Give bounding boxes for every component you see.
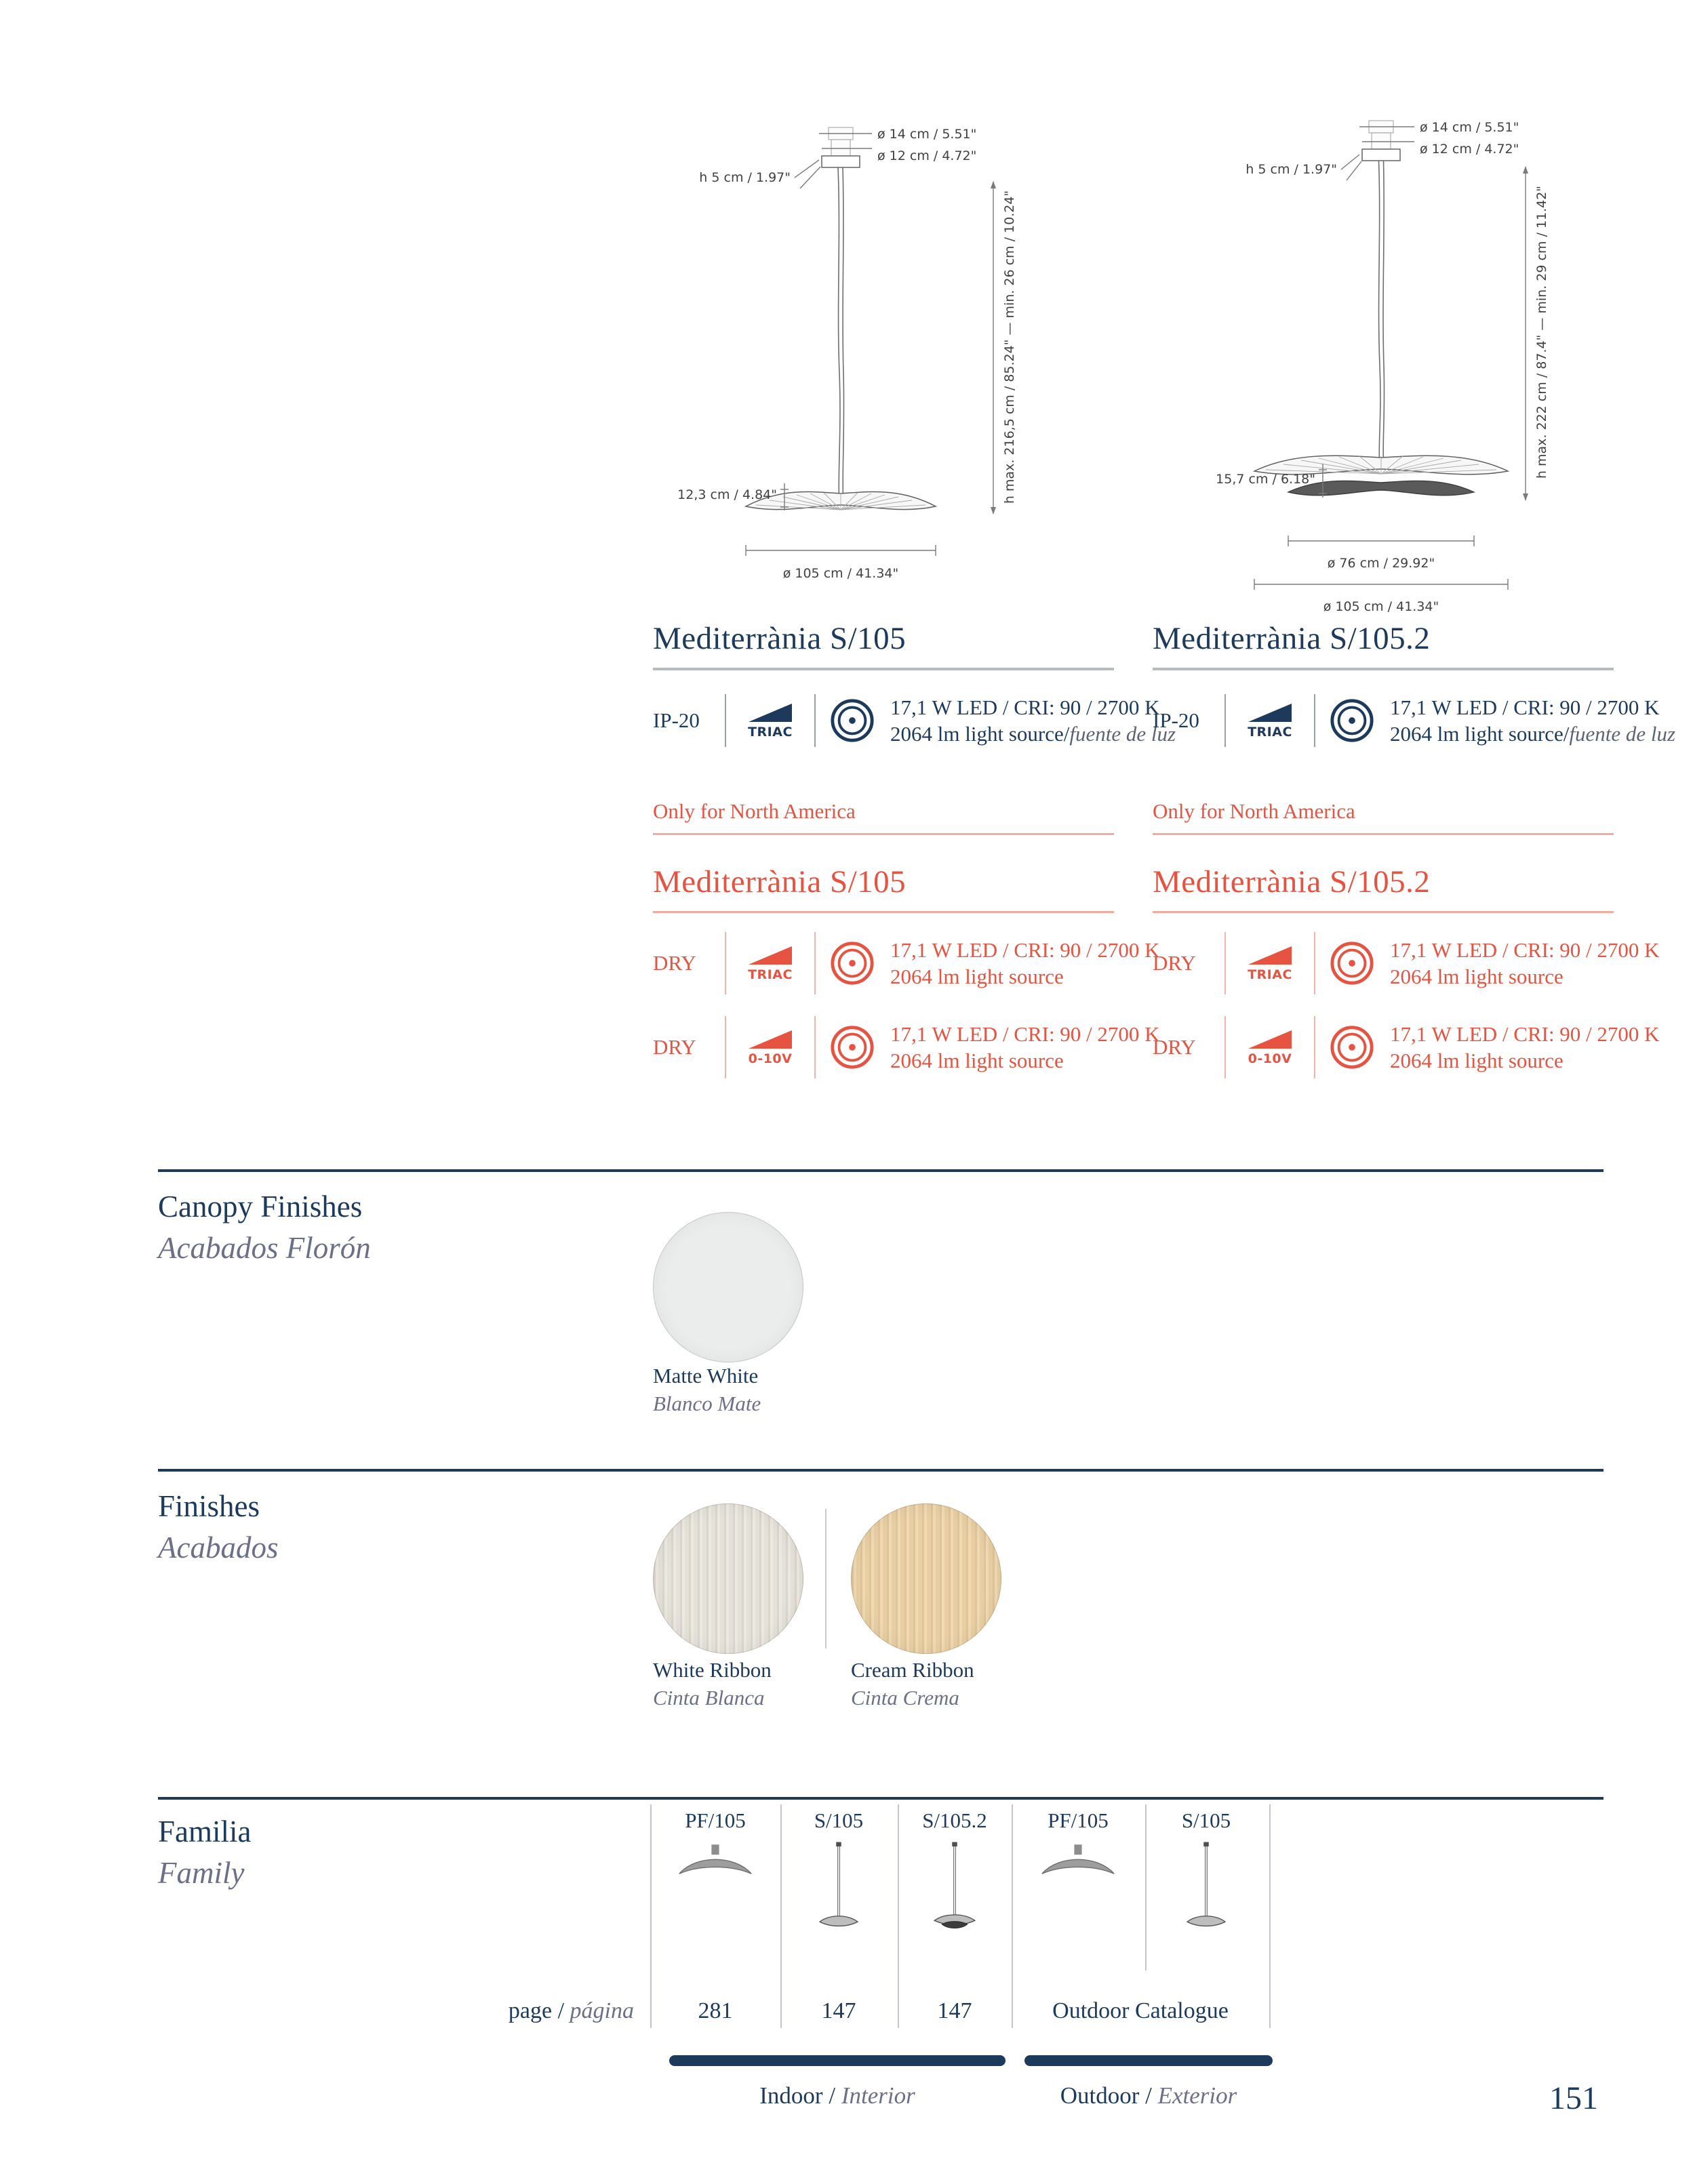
page-row-label: page / página bbox=[508, 1998, 634, 2023]
north-america-rule bbox=[653, 833, 1114, 835]
spec-row-dry-010v bbox=[653, 1013, 1160, 1081]
table-divider bbox=[1145, 1804, 1147, 1970]
divider bbox=[1314, 694, 1315, 747]
heading-en: Familia bbox=[158, 1815, 252, 1848]
led-spec-text: 17,1 W LED / CRI: 90 / 2700 K 2064 lm light source bbox=[890, 1022, 1160, 1073]
outdoor-group-bar bbox=[1024, 2055, 1273, 2066]
table-divider bbox=[1012, 1804, 1013, 2028]
led-spec-text: 17,1 W LED / CRI: 90 / 2700 K 2064 lm light source bbox=[1390, 1022, 1660, 1073]
family-model-pf105-indoor: PF/105 bbox=[685, 1808, 746, 1832]
indoor-group-label-es: Interior bbox=[841, 2082, 915, 2109]
heading-es: Acabados bbox=[158, 1531, 279, 1564]
dimmer-label: TRIAC bbox=[1248, 725, 1292, 740]
indoor-group-label: Indoor / Interior bbox=[759, 2082, 915, 2109]
swatch-name: Matte White bbox=[653, 1364, 759, 1388]
table-divider bbox=[780, 1804, 782, 2028]
canopy-finishes-heading bbox=[158, 1192, 371, 1263]
spec-row-dry-010v bbox=[1153, 1013, 1660, 1081]
triac-dimmer-icon bbox=[740, 944, 801, 982]
table-divider bbox=[898, 1804, 899, 2028]
led-source-icon bbox=[829, 1024, 875, 1070]
dimmer-label: TRIAC bbox=[748, 725, 793, 740]
heading-en: Finishes bbox=[158, 1489, 260, 1523]
family-model-s105-indoor: S/105 bbox=[814, 1808, 864, 1832]
dim-height-range-label: h max. 222 cm / 87.4" — min. 29 cm / 11.42" bbox=[1534, 185, 1549, 479]
divider bbox=[725, 694, 726, 747]
canopy-plate bbox=[1362, 149, 1400, 161]
product-title: Mediterrània S/105.2 bbox=[1153, 621, 1431, 656]
indoor-group-bar bbox=[669, 2055, 1005, 2066]
thumb-pf105-ceiling-fixture-outdoor bbox=[1031, 1840, 1126, 1949]
page-ref-s1052: 147 bbox=[937, 1998, 972, 2023]
canopy-ring-12 bbox=[1372, 133, 1391, 149]
north-america-note: Only for North America bbox=[653, 799, 856, 824]
canopy-plate bbox=[822, 156, 860, 167]
outdoor-group-label: Outdoor / Exterior bbox=[1060, 2082, 1237, 2109]
spec-row-ip20 bbox=[1153, 687, 1676, 754]
swatch-cream-ribbon bbox=[851, 1503, 1001, 1654]
swatch-divider bbox=[825, 1509, 826, 1649]
dim-dia14-label: ø 14 cm / 5.51" bbox=[1420, 120, 1519, 135]
family-model-s1052-indoor: S/105.2 bbox=[922, 1808, 987, 1832]
table-divider bbox=[1269, 1804, 1271, 2028]
na-product-title: Mediterrània S/105 bbox=[653, 864, 907, 900]
north-america-rule bbox=[1153, 833, 1614, 835]
divider bbox=[725, 1016, 726, 1078]
divider bbox=[814, 694, 816, 747]
heading-es: Family bbox=[158, 1856, 245, 1890]
heading-en: Canopy Finishes bbox=[158, 1190, 363, 1224]
canopy-ring-12 bbox=[831, 140, 850, 156]
technical-drawing-s1052 bbox=[1146, 102, 1607, 630]
led-spec-line1: 17,1 W LED / CRI: 90 / 2700 K bbox=[890, 695, 1160, 720]
010v-dimmer-icon bbox=[740, 1028, 801, 1066]
divider bbox=[725, 932, 726, 994]
dim-dia105-label: ø 105 cm / 41.34" bbox=[782, 566, 899, 581]
dim-dia14-label: ø 14 cm / 5.51" bbox=[877, 127, 977, 142]
led-source-icon bbox=[1329, 940, 1375, 986]
led-source-icon bbox=[1329, 1024, 1375, 1070]
triac-dimmer-icon bbox=[1239, 944, 1300, 982]
dim-dia76-label: ø 76 cm / 29.92" bbox=[1327, 556, 1435, 571]
page-ref-pf105: 281 bbox=[698, 1998, 733, 2023]
swatch-name-es: Cinta Blanca bbox=[653, 1686, 765, 1710]
divider bbox=[814, 932, 816, 994]
led-spec-line2-es: fuente de luz bbox=[1569, 722, 1676, 746]
dim-dia105-label: ø 105 cm / 41.34" bbox=[1323, 599, 1439, 614]
outdoor-group-label-es: Exterior bbox=[1157, 2082, 1237, 2109]
swatch-name: White Ribbon bbox=[653, 1658, 772, 1682]
dim-shadeh-label: 12,3 cm / 4.84" bbox=[677, 487, 777, 502]
product-block-s105 bbox=[653, 621, 1176, 1081]
na-title-rule bbox=[653, 911, 1114, 913]
dim-canopyh-label: h 5 cm / 1.97" bbox=[699, 170, 791, 185]
spec-row-ip20 bbox=[653, 687, 1176, 754]
swatch-matte-white bbox=[653, 1212, 803, 1362]
product-block-s1052 bbox=[1153, 621, 1676, 1081]
dimmer-label: 0-10V bbox=[1248, 1051, 1292, 1067]
triac-dimmer-icon bbox=[740, 702, 801, 740]
010v-dimmer-icon bbox=[1239, 1028, 1300, 1066]
page-ref-s105: 147 bbox=[821, 1998, 856, 2023]
swatch-name-es: Blanco Mate bbox=[653, 1392, 761, 1415]
dim-height-range-label: h max. 216,5 cm / 85.24" — min. 26 cm / 10.24" bbox=[1002, 190, 1017, 504]
thumb-s105-pendant-outdoor bbox=[1159, 1840, 1254, 1949]
dry-rating: DRY bbox=[653, 1035, 696, 1059]
thumb-pf105-ceiling-fixture bbox=[668, 1840, 763, 1949]
dim-dia12-label: ø 12 cm / 4.72" bbox=[877, 148, 977, 163]
title-rule bbox=[653, 668, 1114, 670]
dim-canopyh-label: h 5 cm / 1.97" bbox=[1246, 162, 1337, 177]
page-ref-outdoor-catalogue: Outdoor Catalogue bbox=[1052, 1998, 1229, 2023]
family-model-s105-outdoor: S/105 bbox=[1181, 1808, 1231, 1832]
north-america-note: Only for North America bbox=[1153, 799, 1355, 824]
dry-rating: DRY bbox=[653, 951, 696, 975]
na-product-title: Mediterrània S/105.2 bbox=[1153, 864, 1431, 900]
spec-row-dry-triac bbox=[653, 929, 1160, 997]
led-source-icon bbox=[829, 697, 875, 744]
swatch-name-es: Cinta Crema bbox=[851, 1686, 959, 1710]
section-rule bbox=[158, 1469, 1604, 1472]
dimmer-label: TRIAC bbox=[1248, 967, 1292, 983]
technical-drawing-s105 bbox=[644, 102, 1064, 630]
led-source-icon bbox=[1329, 697, 1375, 744]
table-divider bbox=[650, 1804, 652, 2028]
family-heading bbox=[158, 1817, 251, 1888]
led-spec-text bbox=[890, 694, 1176, 747]
divider bbox=[1224, 932, 1226, 994]
dry-rating: DRY bbox=[1153, 1035, 1196, 1059]
ip-rating: IP-20 bbox=[653, 708, 700, 733]
shade-lower-profile bbox=[1288, 481, 1474, 495]
led-spec-text: 17,1 W LED / CRI: 90 / 2700 K 2064 lm light source bbox=[890, 938, 1160, 989]
heading-es: Acabados Florón bbox=[158, 1231, 371, 1265]
finishes-heading bbox=[158, 1491, 278, 1563]
divider bbox=[814, 1016, 816, 1078]
product-title: Mediterrània S/105 bbox=[653, 621, 907, 656]
divider bbox=[1224, 694, 1226, 747]
led-spec-text: 17,1 W LED / CRI: 90 / 2700 K 2064 lm light source bbox=[1390, 938, 1660, 989]
divider bbox=[1314, 932, 1315, 994]
led-spec-line2: 2064 lm light source/fuente de luz bbox=[890, 722, 1176, 746]
na-title-rule bbox=[1153, 911, 1614, 913]
thumb-s1052-pendant-double bbox=[907, 1840, 1002, 1949]
family-model-pf105-outdoor: PF/105 bbox=[1048, 1808, 1109, 1832]
led-spec-text: 17,1 W LED / CRI: 90 / 2700 K 2064 lm light source/fuente de luz bbox=[1390, 695, 1676, 746]
led-spec-line2-es: fuente de luz bbox=[1069, 722, 1176, 746]
triac-dimmer-icon bbox=[1239, 702, 1300, 740]
title-rule bbox=[1153, 668, 1614, 670]
dimmer-label: 0-10V bbox=[748, 1051, 793, 1067]
divider bbox=[1224, 1016, 1226, 1078]
section-rule bbox=[158, 1169, 1604, 1172]
ip-rating: IP-20 bbox=[1153, 708, 1199, 733]
led-source-icon bbox=[829, 940, 875, 986]
dry-rating: DRY bbox=[1153, 951, 1196, 975]
section-rule bbox=[158, 1797, 1604, 1800]
dimmer-label: TRIAC bbox=[748, 967, 793, 983]
dim-shadeh-label: 15,7 cm / 6.18" bbox=[1216, 472, 1315, 487]
divider bbox=[1314, 1016, 1315, 1078]
thumb-s105-pendant bbox=[791, 1840, 886, 1949]
swatch-white-ribbon bbox=[653, 1503, 803, 1654]
dim-dia12-label: ø 12 cm / 4.72" bbox=[1420, 142, 1519, 157]
spec-row-dry-triac bbox=[1153, 929, 1660, 997]
page-row-label-es: página bbox=[570, 1998, 634, 2023]
page-number: 151 bbox=[1549, 2080, 1598, 2116]
swatch-name: Cream Ribbon bbox=[851, 1658, 974, 1682]
